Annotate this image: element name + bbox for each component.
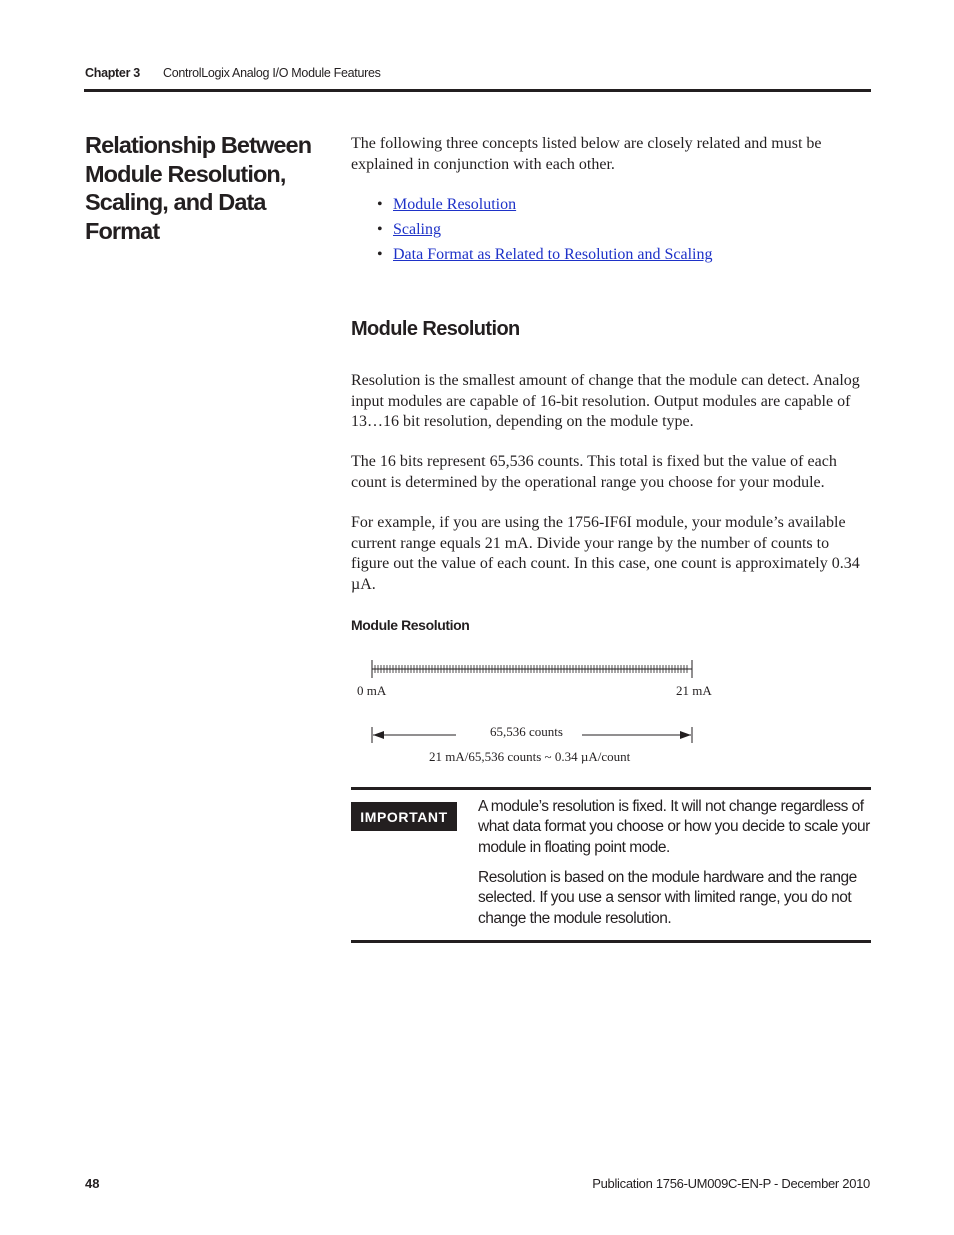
bullet-icon: • (377, 196, 383, 213)
figure-caption: Module Resolution (351, 617, 470, 633)
right-arrow (582, 727, 692, 743)
section-heading: Relationship Between Module Resolution, Scaling, and Data Format (85, 132, 312, 244)
formula-label: 21 mA/65,536 counts ~ 0.34 µA/count (429, 749, 631, 764)
resolution-diagram (350, 650, 730, 770)
bullet-icon: • (377, 221, 383, 238)
important-badge: IMPORTANT (351, 802, 457, 831)
publication-info: Publication 1756-UM009C-EN-P - December 2010 (592, 1176, 870, 1191)
header-rule (84, 89, 871, 92)
module-resolution-heading: Module Resolution (351, 318, 520, 340)
concept-link-list (377, 195, 713, 270)
page-number: 48 (85, 1176, 100, 1191)
bullet-icon: • (377, 246, 383, 263)
important-paragraph-1: A module’s resolution is fixed. It will not change regardless of what data format you choose or how you decide to scale your module in floating point mode. (478, 798, 870, 856)
left-arrow (372, 727, 456, 743)
count-ruler (372, 660, 692, 678)
chapter-title: ControlLogix Analog I/O Module Features (163, 66, 381, 80)
counts-label: 65,536 counts (490, 724, 563, 739)
left-arrowhead-icon (373, 731, 384, 739)
data-format-link[interactable]: Data Format as Related to Resolution and Scaling (393, 246, 713, 263)
important-paragraph-2: Resolution is based on the module hardware and the range selected. If you use a sensor with limited range, you do not change the module resolution. (478, 869, 857, 927)
important-bottom-rule (351, 940, 871, 943)
module-resolution-link[interactable]: Module Resolution (393, 196, 517, 213)
resolution-paragraph-2: The 16 bits represent 65,536 counts. This total is fixed but the value of each count is determined by the operational range you choose for your module. (351, 453, 837, 491)
list-item (377, 220, 713, 245)
right-arrowhead-icon (680, 731, 691, 739)
scaling-link[interactable]: Scaling (393, 221, 441, 238)
list-item (377, 245, 713, 270)
important-top-rule (351, 787, 871, 790)
range-start-label: 0 mA (357, 683, 387, 698)
intro-paragraph: The following three concepts listed below are closely related and must be explained in conjunction with each other. (351, 135, 822, 173)
chapter-label: Chapter 3 (85, 66, 140, 80)
range-end-label: 21 mA (676, 683, 712, 698)
resolution-paragraph-3: For example, if you are using the 1756-IF6I module, your module’s available current range equals 21 mA. Divide your range by the number of counts to figure out the value of each count. In this case, one count is approximately 0.34 µA. (351, 514, 860, 593)
list-item (377, 195, 713, 220)
resolution-paragraph-1: Resolution is the smallest amount of change that the module can detect. Analog input modules are capable of 16-bit resolution. Output modules are capable of 13…16 bit resolution, depending on the module type. (351, 372, 860, 430)
